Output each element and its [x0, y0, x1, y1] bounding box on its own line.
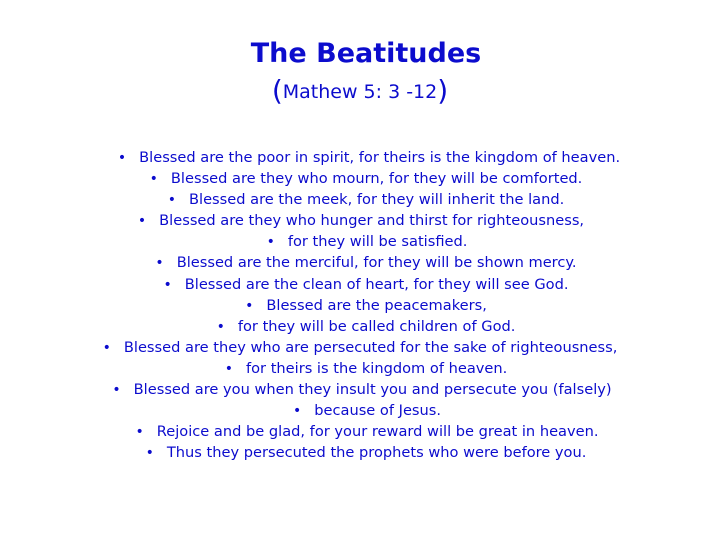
list-item — [0, 252, 720, 273]
list-item-text: Blessed are they who mourn, for they will be comforted. — [170, 170, 583, 188]
subtitle-open-paren: ( — [271, 74, 283, 107]
subtitle-close-paren: ) — [437, 74, 449, 107]
list-item-text: Blessed are the meek, for they will inherit the land. — [189, 191, 565, 209]
slide-subtitle — [0, 76, 720, 107]
list-item-text: Blessed are the poor in spirit, for theirs is the kingdom of heaven. — [139, 149, 621, 166]
list-item-text: for they will be called children of God. — [237, 317, 516, 335]
list-item — [0, 147, 720, 168]
list-item-text: Blessed are the clean of heart, for they will see God. — [184, 275, 569, 293]
list-item — [0, 316, 720, 337]
list-item-text: Blessed are they who are persecuted for the sake of righteousness, — [123, 338, 618, 356]
subtitle-reference: Mathew 5: 3 -12 — [282, 81, 438, 103]
list-item — [0, 189, 720, 210]
bullet-icon: • — [155, 255, 164, 272]
list-item — [0, 168, 720, 189]
list-item-text: Blessed are the merciful, for they will be shown mercy. — [176, 254, 577, 272]
list-item-text: for theirs is the kingdom of heaven. — [245, 359, 508, 377]
list-item — [0, 421, 720, 442]
bullet-icon: • — [112, 382, 121, 399]
bullet-icon: • — [135, 424, 144, 441]
list-item — [0, 358, 720, 379]
beatitudes-list — [0, 147, 720, 463]
list-item — [0, 379, 720, 400]
list-item — [0, 231, 720, 252]
list-item-text: Thus they persecuted the prophets who were before you. — [166, 444, 587, 462]
list-item-text: because of Jesus. — [314, 402, 442, 420]
list-item-text: Blessed are the peacemakers, — [266, 296, 487, 314]
bullet-icon: • — [163, 276, 172, 293]
bullet-icon: • — [117, 150, 127, 166]
bullet-icon: • — [167, 192, 177, 209]
list-item — [0, 400, 720, 421]
bullet-icon: • — [224, 360, 233, 377]
bullet-icon: • — [102, 339, 111, 356]
bullet-icon: • — [245, 297, 254, 314]
list-item — [0, 210, 720, 231]
bullet-icon: • — [266, 234, 275, 251]
bullet-icon: • — [145, 445, 154, 462]
list-item — [0, 337, 720, 358]
bullet-icon: • — [137, 213, 147, 230]
slide-title: The Beatitudes — [250, 38, 482, 69]
bullet-icon: • — [216, 318, 225, 335]
list-item — [0, 295, 720, 316]
list-item — [0, 274, 720, 295]
list-item-text: Rejoice and be glad, for your reward will be great in heaven. — [156, 423, 599, 441]
bullet-icon: • — [149, 171, 158, 188]
list-item-text: for they will be satisfied. — [287, 233, 468, 251]
list-item — [0, 442, 720, 463]
list-item-text: Blessed are they who hunger and thirst for righteousness, — [159, 212, 585, 230]
list-item-text: Blessed are you when they insult you and persecute you (falsely) — [133, 381, 612, 399]
bullet-icon: • — [292, 403, 302, 420]
